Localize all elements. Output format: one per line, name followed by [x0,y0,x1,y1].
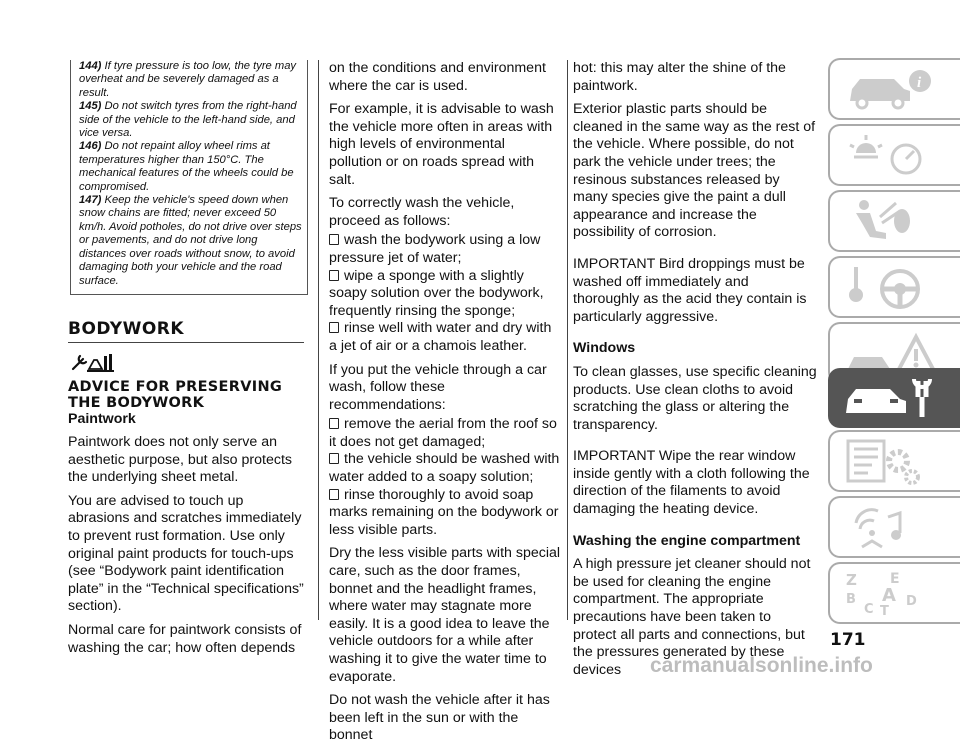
paragraph: A high pressure jet cleaner should not be used for cleaning the engine compartment. The appropriate precautions have been taken to protect all parts and connections, but the pressures generated by these devices [573,556,811,678]
list-item-text: wipe a sponge with a slightly soapy solution over the bodywork, frequently rinsing the sponge; [329,267,544,319]
checkbox-bullet-icon [329,322,339,333]
warning-text: Do not switch tyres from the right-hand side of the vehicle to the left-hand side, and vice versa. [79,100,297,140]
checkbox-bullet-icon [329,418,339,429]
column-3 [573,60,817,685]
warning-146 [79,140,303,194]
tab-car-info[interactable] [828,58,960,120]
tab-starting-driving[interactable] [828,256,960,318]
paragraph: Paintwork does not only serve an aesthetic purpose, but also protects the underlying sheet metal. [68,434,292,486]
paragraph: To clean glasses, use specific cleaning products. Use clean cloths to avoid scratching the glass or altering the transparency. [573,363,817,433]
dashboard-lights-icon [842,131,942,179]
list-item [329,232,561,267]
subsection-title: ADVICE FOR PRESERVING THE BODYWORK [68,378,283,411]
tab-service-maintenance[interactable] [828,368,960,428]
tab-safety[interactable] [828,190,960,252]
checkbox-bullet-icon [329,270,339,281]
checkbox-bullet-icon [329,234,339,245]
paragraph: Normal care for paintwork consists of washing the car; how often depends [68,622,302,656]
list-item [329,416,561,451]
warning-text: Keep the vehicle's speed down when snow chains are fitted; never exceed 50 km/h. Avoid potholes, do not drive over steps or pavements, and do not drive long distances over roads without snow, to avoid damaging both your vehicle and the road surface. [79,194,302,287]
windows-heading: Windows [573,340,636,357]
list-item-text: the vehicle should be washed with water added to a soapy solution; [329,451,560,486]
column-divider [318,60,319,620]
paragraph: To correctly wash the vehicle, proceed as follows: [329,195,515,229]
paragraph: hot: this may alter the shine of the paintwork. [573,60,786,94]
car-info-icon [842,65,942,113]
airbag-safety-icon [842,197,942,245]
paragraph: You are advised to touch up abrasions and scratches immediately to prevent rust formation. Use only original paint products for touch-ups (see “Bodywork paint identification plate” in the “Technical specifications” section). [68,492,304,615]
car-service-wrench-icon [842,375,942,423]
warning-number: 146) [79,140,102,153]
paragraph: Exterior plastic parts should be cleaned in the same way as the rest of the vehicle. Where possible, do not park the vehicle under trees; the resinous substances released by many species give the paint a dull appearance and increase the possibility of corrosion. [573,101,816,241]
paragraph: on the conditions and environment where the car is used. [329,60,546,94]
svg-text:i: i [917,75,922,91]
list-item-text: rinse well with water and dry with a jet of air or a chamois leather. [329,320,552,354]
paragraph: Do not wash the vehicle after it has been left in the sun or with the bonnet [329,692,550,744]
tab-dashboard[interactable] [828,124,960,186]
warning-number: 144) [79,60,102,72]
tab-multimedia[interactable] [828,496,960,558]
warning-145 [79,100,303,140]
index-letter: Z [846,571,857,589]
warning-147 [79,194,303,288]
important-note: IMPORTANT Bird droppings must be washed off immediately and thoroughly as the acid they contain is particularly aggressive. [573,255,807,325]
list-item [329,487,561,540]
car-care-tools-icon [70,351,306,373]
warning-number: 145) [79,100,102,113]
warnings-box [70,60,308,295]
list-item-text: wash the bodywork using a low pressure jet of water; [329,232,541,266]
list-item-text: rinse thoroughly to avoid soap marks remaining on the bodywork or less visible parts. [329,486,559,538]
checkbox-bullet-icon [329,453,339,464]
warning-144 [79,60,303,100]
column-divider [567,60,568,620]
column-1 [68,60,306,663]
engine-compartment-heading: Washing the engine compartment [573,532,801,549]
important-note: IMPORTANT Wipe the rear window inside gently with a cloth following the direction of the filaments to avoid damaging the heating device. [573,448,810,518]
paragraph: For example, it is advisable to wash the vehicle more often in areas with high levels of environmental pollution or on roads spread with salt. [329,101,554,188]
technical-data-gear-icon [842,437,942,485]
multimedia-icon [842,503,942,551]
warning-text: If tyre pressure is too low, the tyre may overheat and be severely damaged as a result. [79,60,297,99]
index-letter: T [880,604,889,617]
list-item [329,268,561,321]
list-item [329,451,561,486]
warning-text: Do not repaint alloy wheel rims at temperatures higher than 150°C. The mechanical features of the wheels could be compromised. [79,140,294,193]
index-letter: B [846,592,856,607]
tab-index[interactable] [828,562,960,624]
tab-technical-data[interactable] [828,430,960,492]
checkbox-bullet-icon [329,489,339,500]
section-title: BODYWORK [68,321,304,343]
index-letter: E [890,571,900,587]
warning-number: 147) [79,194,102,207]
page-number: 171 [830,630,866,650]
steering-wheel-key-icon [842,263,942,311]
column-2 [329,60,561,751]
list-item-text: remove the aerial from the roof so it does not get damaged; [329,416,557,450]
watermark[interactable]: carmanualsonline.info [650,654,873,677]
list-item [329,320,561,355]
paintwork-heading: Paintwork [68,410,136,427]
paragraph: If you put the vehicle through a car wash, follow these recommendations: [329,361,547,413]
paragraph: Dry the less visible parts with special care, such as the door frames, bonnet and the headlight frames, where water may stagnate more easily. It is a good idea to leave the vehicle outdoors for a while after washing it to give the water time to evaporate. [329,545,561,685]
index-letter: A [882,585,896,606]
index-letter: D [906,594,917,609]
index-letter: C [864,602,874,617]
alphabetical-index-icon [842,569,942,617]
